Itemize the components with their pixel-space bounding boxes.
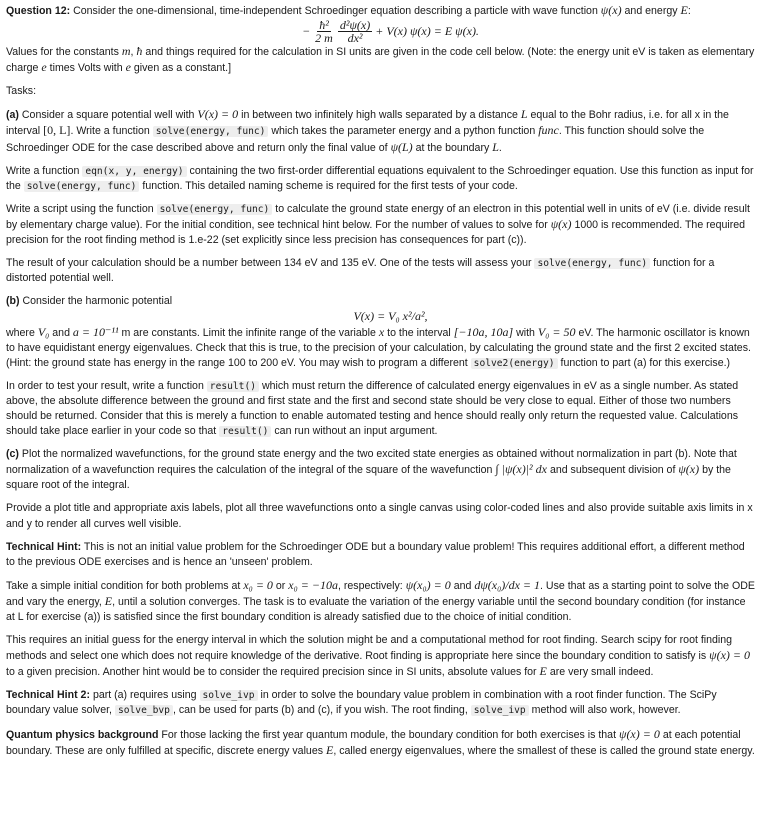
hint1-text-1: This is not an initial value problem for the Schroedinger ODE but a boundary value problem! This requires additional effort, a different method to the previous ODE exercises and is hence an 'unseen' problem. (6, 540, 745, 568)
part-a-result-paragraph (6, 256, 755, 286)
qp-E: E (325, 742, 334, 757)
eq-hbar-squared: ħ² (319, 18, 329, 33)
hint1c-text-1: This requires an initial guess for the energy interval in which the solution might be and a computational method for root finding. Search scipy for root finding methods and select one which does not require knowledge of the derivative. Root finding is appropriate here since the boundary condition to satisfy is (6, 634, 733, 663)
part-a-potential: V(x) = 0 (197, 107, 239, 122)
part-b-text-3: and (52, 326, 70, 339)
part-a-text-4: . Write a function (70, 125, 150, 138)
code-solve: solve(energy, func) (153, 126, 269, 137)
root-finding-paragraph (6, 633, 755, 680)
harmonic-potential-equation (6, 309, 755, 324)
hint1b-x0b: x₀ = −10a (288, 577, 338, 592)
part-a-text-5: which takes the parameter energy and a python function (271, 125, 536, 138)
technical-hint-2-paragraph (6, 688, 755, 718)
part-a-text-7: at the boundary (415, 141, 490, 154)
part-a-eqn-paragraph (6, 164, 755, 194)
harmonic-equation: V(x) = V₀ x²/a², (353, 309, 428, 324)
part-a4-text-2: function for a distorted potential well. (6, 257, 715, 285)
code-solve-ivp: solve_ivp (471, 705, 529, 716)
part-b-text-6: with (516, 326, 535, 339)
part-c-label: (c) (6, 448, 19, 461)
technical-hint-label: Technical Hint: (6, 540, 82, 553)
intro-text: Consider the one-dimensional, time-independent Schroedinger equation describing a particle with wave function (73, 5, 598, 17)
question-heading: Question 12: (6, 5, 71, 17)
constants-text-1: Values for the constants (6, 46, 119, 59)
hint2-text-1: part (a) requires using (92, 689, 197, 702)
part-b2-text-2: which must return the difference of calculated energy eigenvalues in eV as a single number. As stated above, the absolute difference between the ground and first state and the first and second state should be very close to equal. Either of those two numbers should be returned. Consider that this is merely a function to enable automated testing and hence should really only return the requested value. Calculations should take place earlier in your code so that (6, 379, 739, 438)
constants-text-3: times Volts with (49, 62, 123, 75)
part-b-V0-value: V₀ = 50 (537, 324, 576, 339)
part-a-script-paragraph (6, 202, 755, 248)
part-b-a: a = 10⁻¹¹ (72, 324, 119, 339)
part-b-result-paragraph (6, 379, 755, 439)
code-result: result() (207, 381, 259, 392)
part-a-text-2: in between two infinitely high walls separated by a distance (241, 109, 518, 122)
hint1b-ic1: ψ(x₀) = 0 (405, 577, 451, 592)
constants-text-2: and things required for the calculation in SI units are given in the code cell below. (Note: the energy unit eV is taken as elementary charge (6, 46, 755, 75)
code-solve-ivp: solve_ivp (200, 690, 258, 701)
part-a-psiL: ψ(L) (390, 139, 413, 154)
part-b2-text-1: In order to test your result, write a function (6, 379, 204, 392)
part-b-text-5: to the interval (387, 326, 451, 339)
quantum-background-paragraph (6, 727, 755, 759)
constants-comma: , (130, 46, 134, 59)
part-b-text-7: eV. The harmonic oscillator is known to have equidistant energy eigenvalues. Check that this is true, to the precision of your calculation, by calculating the ground state and the first 2 excited states. (Hint: the ground state has energy in the range 100 to 200 eV. You may wish to program a different (6, 326, 751, 369)
qp-text-1: For those lacking the first year quantum module, the boundary condition for both exercises is that (161, 728, 617, 741)
part-c-plot-paragraph (6, 501, 755, 531)
constant-hbar: ħ (136, 44, 143, 59)
hint1b-text-5: . Use that as a starting point to solve the ODE and vary the energy, (6, 579, 755, 608)
intro-colon: : (687, 5, 691, 17)
part-a-label: (a) (6, 109, 19, 122)
eq-two-m: 2 m (315, 31, 333, 46)
code-eqn: eqn(x, y, energy) (82, 166, 186, 177)
hint2-text-4: method will also work, however. (531, 704, 681, 717)
part-a3-text-1: Write a script using the function (6, 202, 154, 215)
qp-psi0: ψ(x) = 0 (618, 726, 660, 741)
quantum-background-label: Quantum physics background (6, 728, 159, 741)
constant-e-1: e (41, 60, 47, 75)
part-b-text-2: where (6, 326, 35, 339)
part-a-text-8: . (498, 141, 502, 154)
initial-condition-paragraph (6, 578, 755, 625)
part-b-V0: V₀ (37, 324, 50, 339)
part-a-text-3: equal to the Bohr radius, i.e. for all x in the interval (6, 109, 729, 138)
part-a-L: L (520, 107, 528, 122)
part-a-interval: [0, L] (43, 123, 71, 138)
hint2-text-3: , can be used for parts (b) and (c), if you wish. The root finding, (172, 704, 468, 717)
code-solve-bvp: solve_bvp (115, 705, 173, 716)
hint2-text-2: in order to solve the boundary value problem in combination with a root finder function. The SciPy boundary value solver, (6, 689, 717, 717)
part-c-text-1: Plot the normalized wavefunctions, for the ground state energy and the two excited state energies as obtained without normalization in part (b). Note that normalization of a wavefunction requires the calculation of the integral of the square of the wavefunction (6, 448, 737, 477)
eq-minus: − (302, 24, 311, 39)
hint1b-E: E (104, 593, 113, 608)
hint1b-ic2: dψ(x₀)/dx = 1 (474, 577, 541, 592)
eq-fraction-hbar (313, 19, 335, 44)
technical-hint-paragraph (6, 540, 755, 570)
code-solve: solve(energy, func) (534, 258, 650, 269)
part-a-paragraph (6, 107, 755, 155)
eq-dx2: dx² (347, 31, 363, 46)
hint1b-text-4: and (453, 579, 472, 592)
part-a3-psi: ψ(x) (550, 216, 572, 231)
part-c-paragraph (6, 447, 755, 493)
part-c-text-3: by the square root of the integral. (6, 464, 731, 492)
hint1b-text-6: , until a solution converges. The task is to evaluate the variation of the energy variable until the second boundary condition (for instance at L for exercise (a)) is satisfied since the first boundary condition is already satisfied due to the choice of initial condition. (6, 595, 746, 623)
hint1c-psi0: ψ(x) = 0 (709, 648, 751, 663)
part-b-text-8: function to part (a) for this exercise.) (560, 356, 731, 369)
intro-and: and energy (624, 5, 678, 17)
hint1b-x0a: x₀ = 0 (243, 577, 273, 592)
part-a2-text-3: function. This detailed naming scheme is required for the first tests of your code. (142, 179, 518, 192)
part-b-heading (6, 294, 755, 309)
part-a3-text-2: to calculate the ground state energy of an electron in this potential well in units of eV (i.e. divide result by elementary charge value). For the initial condition, see technical hint below. For the number of values to solve for (6, 202, 750, 231)
part-a-func: func (538, 123, 559, 138)
part-b-x: x (378, 324, 385, 339)
eq-d2psi: d²ψ(x) (339, 18, 371, 33)
intro-energy: E (680, 3, 688, 17)
part-a3-text-3: 1000 is recommended. The required precision for the root finding method is 1.e-22 (set explicitly since less precision has consequences for part (c)). (6, 218, 746, 247)
hint1c-text-3: are very small indeed. (549, 666, 654, 679)
qp-text-3: , called energy eigenvalues, where the smallest of these is called the ground state energy. (333, 744, 755, 757)
constant-e-2: e (125, 60, 131, 75)
code-solve: solve(energy, func) (24, 181, 140, 192)
hint1c-E: E (539, 664, 547, 679)
part-a2-text-2: containing the two first-order differential equations equivalent to the Schroedinger equation. Use this function as input for the (6, 164, 754, 192)
part-b-paragraph (6, 325, 755, 371)
part-c-integral: ∫ |ψ(x)|² dx (495, 462, 547, 477)
hint1b-text-1: Take a simple initial condition for both problems at (6, 579, 241, 592)
hint1b-text-3: , respectively: (337, 579, 403, 592)
constants-text-4: given as a constant.] (133, 62, 232, 75)
part-a-text-1: Consider a square potential well with (21, 109, 195, 122)
code-solve: solve(energy, func) (157, 204, 273, 215)
hint1c-text-2: to a given precision. Another hint would be to consider the required precision since in SI units, absolute values for (6, 666, 537, 679)
part-b-text-1: Consider the harmonic potential (22, 295, 173, 308)
part-a-L2: L (492, 139, 499, 154)
question-intro (6, 3, 755, 19)
part-b-label: (b) (6, 295, 20, 308)
qp-text-2: at each potential boundary. These are only fulfilled at specific, discrete energy values (6, 728, 741, 757)
eq-rest: + V(x) ψ(x) = E ψ(x). (375, 24, 479, 39)
schroedinger-equation (6, 19, 755, 44)
part-b2-text-3: can run without an input argument. (274, 425, 438, 438)
technical-hint-2-label: Technical Hint 2: (6, 689, 90, 702)
code-result: result() (219, 426, 271, 437)
constant-m: m (121, 44, 131, 59)
constants-note (6, 44, 755, 76)
part-a-text-6: . This function should solve the Schroedinger ODE for the case described above and return only the final value of (6, 125, 705, 154)
hint1b-text-2: or (275, 579, 286, 592)
part-b-text-4: m are constants. Limit the infinite range of the variable (121, 326, 376, 339)
part-c2-text-1: Provide a plot title and appropriate axis labels, plot all three wavefunctions onto a single canvas using color-coded lines and also provide suitable axis limits in x and y to render all curves well visible. (6, 502, 753, 530)
part-b-interval: [−10a, 10a] (453, 324, 514, 339)
intro-psi: ψ(x) (600, 3, 622, 17)
part-c-psi: ψ(x) (678, 462, 700, 477)
tasks-label: Tasks: (6, 85, 37, 98)
part-a2-text-1: Write a function (6, 164, 80, 177)
part-a4-text-1: The result of your calculation should be a number between 134 eV and 135 eV. One of the tests will assess your (6, 257, 532, 270)
code-solve2: solve2(energy) (471, 358, 558, 369)
eq-fraction-derivative (338, 19, 372, 44)
part-c-text-2: and subsequent division of (549, 464, 676, 477)
